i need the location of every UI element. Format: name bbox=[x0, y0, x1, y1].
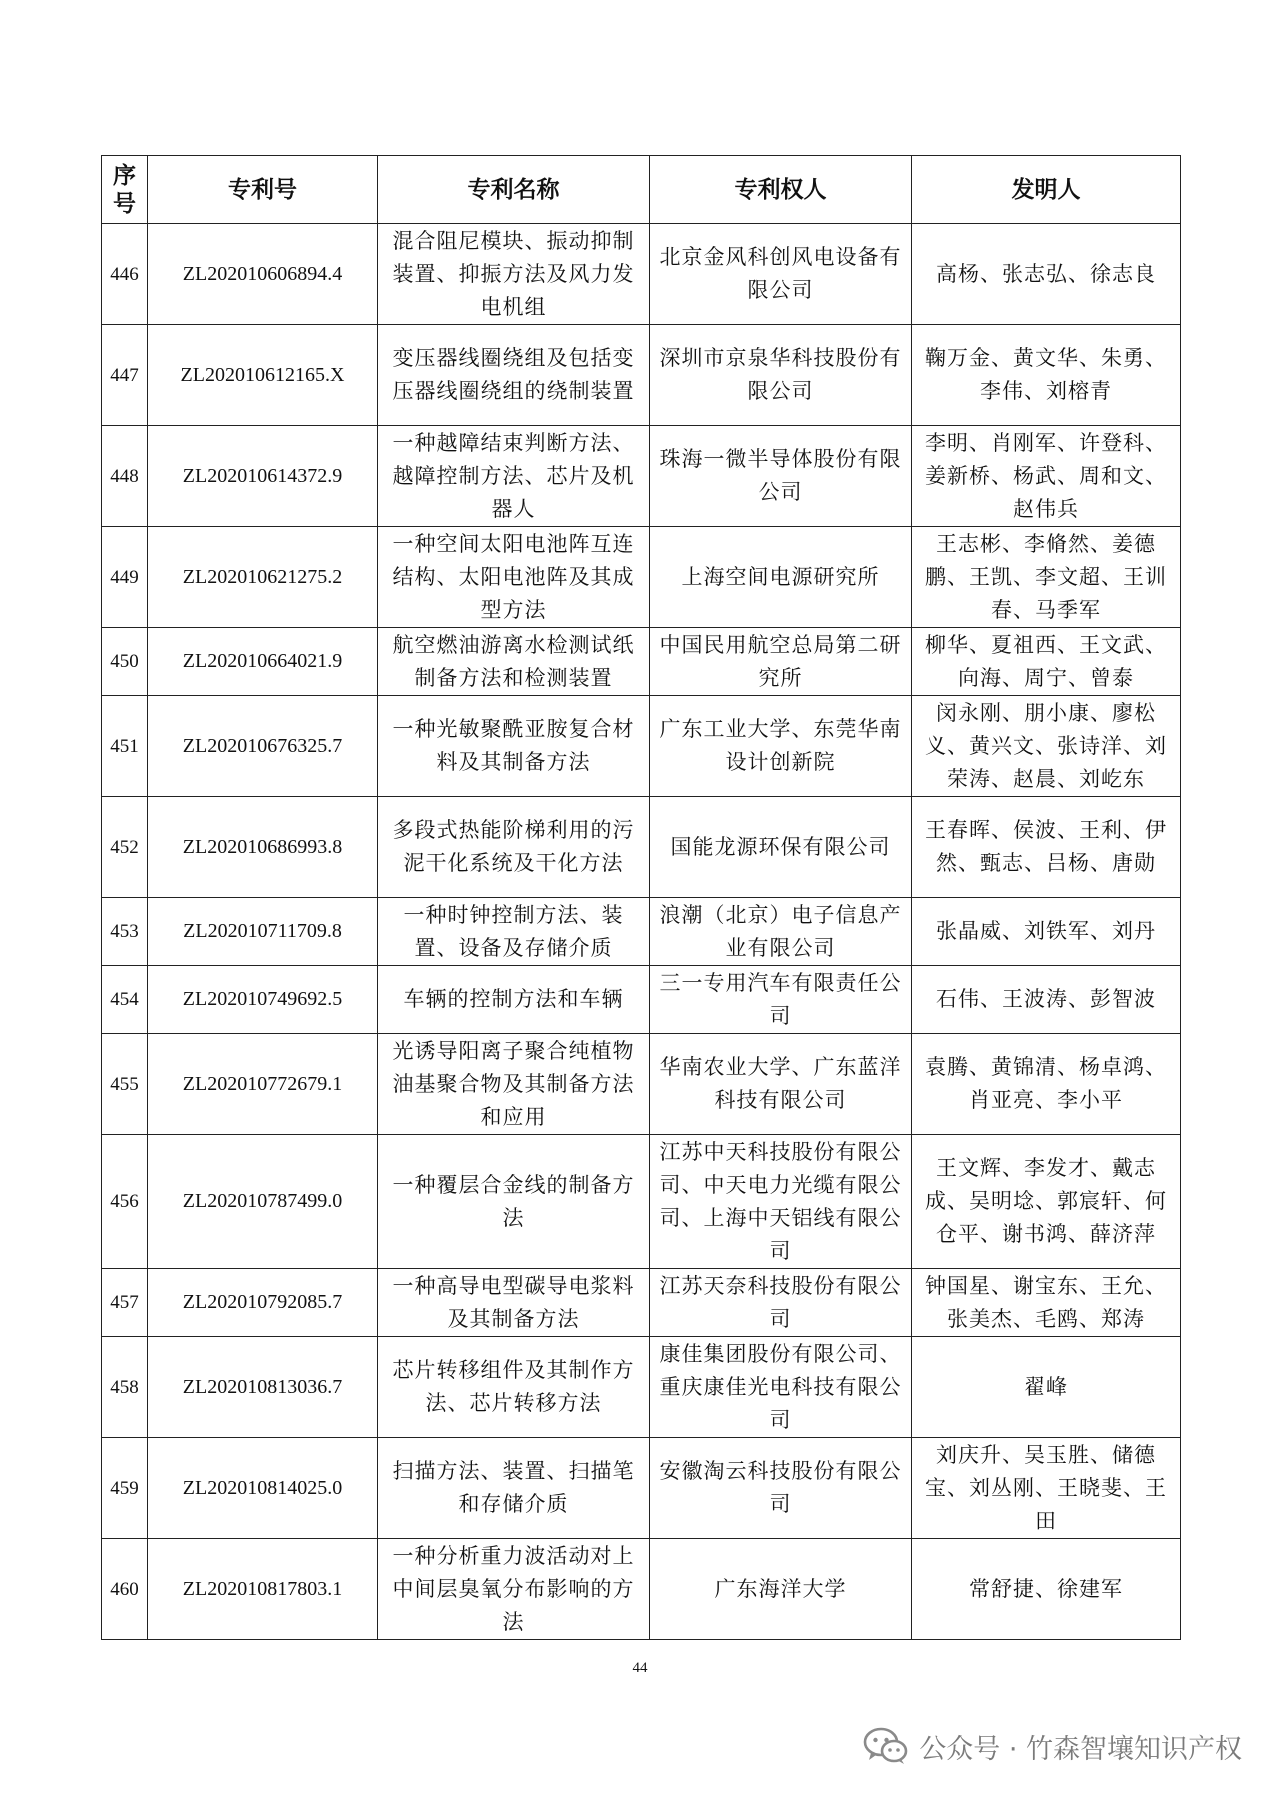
inventors: 张晶威、刘铁军、刘丹 bbox=[912, 898, 1181, 966]
table-row bbox=[102, 224, 1181, 325]
serial-no: 447 bbox=[102, 325, 148, 426]
inventors: 鞠万金、黄文华、朱勇、李伟、刘榕青 bbox=[912, 325, 1181, 426]
patent-owner: 深圳市京泉华科技股份有限公司 bbox=[650, 325, 912, 426]
header-patent-no: 专利号 bbox=[148, 156, 378, 224]
patent-name: 芯片转移组件及其制作方法、芯片转移方法 bbox=[378, 1337, 650, 1438]
inventors: 翟峰 bbox=[912, 1337, 1181, 1438]
table-row bbox=[102, 325, 1181, 426]
patent-number: ZL202010772679.1 bbox=[148, 1034, 378, 1135]
patent-name: 多段式热能阶梯利用的污泥干化系统及干化方法 bbox=[378, 797, 650, 898]
inventors: 常舒捷、徐建军 bbox=[912, 1539, 1181, 1640]
inventors: 高杨、张志弘、徐志良 bbox=[912, 224, 1181, 325]
patent-number: ZL202010664021.9 bbox=[148, 628, 378, 696]
table-row bbox=[102, 1337, 1181, 1438]
table-row bbox=[102, 696, 1181, 797]
patent-name: 一种高导电型碳导电浆料及其制备方法 bbox=[378, 1269, 650, 1337]
serial-no: 460 bbox=[102, 1539, 148, 1640]
serial-no: 453 bbox=[102, 898, 148, 966]
table-row bbox=[102, 1135, 1181, 1269]
patent-owner: 三一专用汽车有限责任公司 bbox=[650, 966, 912, 1034]
inventors: 王志彬、李脩然、姜德鹏、王凯、李文超、王训春、马季军 bbox=[912, 527, 1181, 628]
inventors: 王春晖、侯波、王利、伊然、甄志、吕杨、唐勋 bbox=[912, 797, 1181, 898]
table-header-row bbox=[102, 156, 1181, 224]
patent-name: 航空燃油游离水检测试纸制备方法和检测装置 bbox=[378, 628, 650, 696]
patent-name: 一种时钟控制方法、装置、设备及存储介质 bbox=[378, 898, 650, 966]
patent-number: ZL202010813036.7 bbox=[148, 1337, 378, 1438]
patent-number: ZL202010614372.9 bbox=[148, 426, 378, 527]
serial-no: 452 bbox=[102, 797, 148, 898]
serial-no: 454 bbox=[102, 966, 148, 1034]
page-number: 44 bbox=[632, 1660, 648, 1676]
patent-number: ZL202010817803.1 bbox=[148, 1539, 378, 1640]
inventors: 刘庆升、吴玉胜、储德宝、刘丛刚、王晓斐、王田 bbox=[912, 1438, 1181, 1539]
patent-number: ZL202010711709.8 bbox=[148, 898, 378, 966]
patent-number: ZL202010621275.2 bbox=[148, 527, 378, 628]
serial-no: 446 bbox=[102, 224, 148, 325]
inventors: 王文辉、李发才、戴志成、吴明埝、郭宸轩、何仓平、谢书鸿、薛济萍 bbox=[912, 1135, 1181, 1269]
serial-no: 458 bbox=[102, 1337, 148, 1438]
inventors: 石伟、王波涛、彭智波 bbox=[912, 966, 1181, 1034]
patent-owner: 上海空间电源研究所 bbox=[650, 527, 912, 628]
patent-owner: 安徽淘云科技股份有限公司 bbox=[650, 1438, 912, 1539]
patent-owner: 江苏中天科技股份有限公司、中天电力光缆有限公司、上海中天铝线有限公司 bbox=[650, 1135, 912, 1269]
watermark-text: 公众号 · 竹森智壤知识产权 bbox=[919, 1733, 1242, 1765]
header-patent-owner: 专利权人 bbox=[650, 156, 912, 224]
table-row bbox=[102, 527, 1181, 628]
table-row bbox=[102, 1539, 1181, 1640]
patent-number: ZL202010686993.8 bbox=[148, 797, 378, 898]
serial-no: 459 bbox=[102, 1438, 148, 1539]
inventors: 柳华、夏祖西、王文武、向海、周宁、曾泰 bbox=[912, 628, 1181, 696]
header-inventors: 发明人 bbox=[912, 156, 1181, 224]
wechat-icon bbox=[863, 1726, 909, 1766]
patent-name: 混合阻尼模块、振动抑制装置、抑振方法及风力发电机组 bbox=[378, 224, 650, 325]
patent-number: ZL202010749692.5 bbox=[148, 966, 378, 1034]
table-row bbox=[102, 797, 1181, 898]
serial-no: 455 bbox=[102, 1034, 148, 1135]
table-row bbox=[102, 898, 1181, 966]
patent-name: 扫描方法、装置、扫描笔和存储介质 bbox=[378, 1438, 650, 1539]
table-row bbox=[102, 426, 1181, 527]
serial-no: 456 bbox=[102, 1135, 148, 1269]
patent-name: 光诱导阳离子聚合纯植物油基聚合物及其制备方法和应用 bbox=[378, 1034, 650, 1135]
patent-owner: 广东工业大学、东莞华南设计创新院 bbox=[650, 696, 912, 797]
patent-name: 变压器线圈绕组及包括变压器线圈绕组的绕制装置 bbox=[378, 325, 650, 426]
patent-owner: 珠海一微半导体股份有限公司 bbox=[650, 426, 912, 527]
patent-number: ZL202010606894.4 bbox=[148, 224, 378, 325]
inventors: 闵永刚、朋小康、廖松义、黄兴文、张诗洋、刘荣涛、赵晨、刘屹东 bbox=[912, 696, 1181, 797]
serial-no: 449 bbox=[102, 527, 148, 628]
table-row bbox=[102, 628, 1181, 696]
table-row bbox=[102, 966, 1181, 1034]
patent-number: ZL202010676325.7 bbox=[148, 696, 378, 797]
table-row bbox=[102, 1438, 1181, 1539]
watermark bbox=[863, 1722, 1242, 1770]
patent-name: 一种越障结束判断方法、越障控制方法、芯片及机器人 bbox=[378, 426, 650, 527]
patent-name: 一种光敏聚酰亚胺复合材料及其制备方法 bbox=[378, 696, 650, 797]
patent-number: ZL202010612165.X bbox=[148, 325, 378, 426]
patent-name: 车辆的控制方法和车辆 bbox=[378, 966, 650, 1034]
table-row bbox=[102, 1034, 1181, 1135]
patent-name: 一种覆层合金线的制备方法 bbox=[378, 1135, 650, 1269]
inventors: 袁腾、黄锦清、杨卓鸿、肖亚亮、李小平 bbox=[912, 1034, 1181, 1135]
patent-number: ZL202010814025.0 bbox=[148, 1438, 378, 1539]
header-serial-no: 序号 bbox=[102, 156, 148, 224]
serial-no: 457 bbox=[102, 1269, 148, 1337]
patent-owner: 国能龙源环保有限公司 bbox=[650, 797, 912, 898]
patent-table bbox=[101, 155, 1181, 1640]
patent-owner: 广东海洋大学 bbox=[650, 1539, 912, 1640]
table-row bbox=[102, 1269, 1181, 1337]
header-patent-name: 专利名称 bbox=[378, 156, 650, 224]
patent-owner: 浪潮（北京）电子信息产业有限公司 bbox=[650, 898, 912, 966]
patent-number: ZL202010787499.0 bbox=[148, 1135, 378, 1269]
patent-owner: 北京金风科创风电设备有限公司 bbox=[650, 224, 912, 325]
patent-owner: 江苏天奈科技股份有限公司 bbox=[650, 1269, 912, 1337]
serial-no: 451 bbox=[102, 696, 148, 797]
patent-name: 一种分析重力波活动对上中间层臭氧分布影响的方法 bbox=[378, 1539, 650, 1640]
serial-no: 450 bbox=[102, 628, 148, 696]
patent-owner: 康佳集团股份有限公司、重庆康佳光电科技有限公司 bbox=[650, 1337, 912, 1438]
inventors: 李明、肖刚军、许登科、姜新桥、杨武、周和文、赵伟兵 bbox=[912, 426, 1181, 527]
patent-owner: 华南农业大学、广东蓝洋科技有限公司 bbox=[650, 1034, 912, 1135]
patent-number: ZL202010792085.7 bbox=[148, 1269, 378, 1337]
patent-owner: 中国民用航空总局第二研究所 bbox=[650, 628, 912, 696]
patent-name: 一种空间太阳电池阵互连结构、太阳电池阵及其成型方法 bbox=[378, 527, 650, 628]
inventors: 钟国星、谢宝东、王允、张美杰、毛鸥、郑涛 bbox=[912, 1269, 1181, 1337]
serial-no: 448 bbox=[102, 426, 148, 527]
